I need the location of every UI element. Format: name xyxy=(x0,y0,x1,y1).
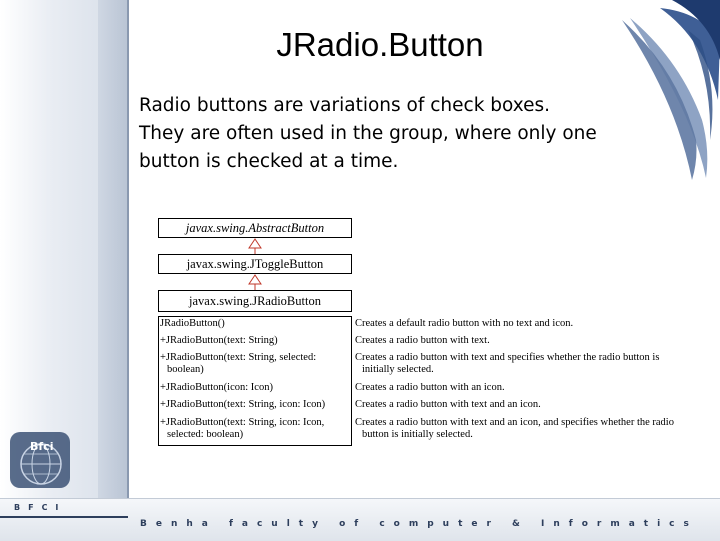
uml-class-abstractbutton: javax.swing.AbstractButton xyxy=(158,218,352,238)
body-line: They are often used in the group, where only one xyxy=(139,123,597,144)
uml-class-jtogglebutton: javax.swing.JToggleButton xyxy=(158,254,352,274)
uml-operation-cont: selected: boolean) xyxy=(167,429,244,440)
uml-operation-description: Creates a radio button with an icon. xyxy=(355,382,505,393)
uml-operation-description: Creates a default radio button with no text and icon. xyxy=(355,318,574,329)
uml-operation-cont: boolean) xyxy=(167,364,204,375)
uml-operation-description: Creates a radio button with text and specifies whether the radio button is xyxy=(355,352,660,363)
body-line: Radio buttons are variations of check boxes. xyxy=(139,95,551,116)
uml-operation: +JRadioButton(text: String) xyxy=(160,335,278,346)
footer-rule xyxy=(0,516,128,518)
uml-operation: +JRadioButton(icon: Icon) xyxy=(160,382,273,393)
uml-operation-description-cont: button is initially selected. xyxy=(362,429,473,440)
uml-operation-description: Creates a radio button with text. xyxy=(355,335,490,346)
body-line: button is checked at a time. xyxy=(139,151,399,172)
uml-operation-description-cont: initially selected. xyxy=(362,364,434,375)
inheritance-arrowhead xyxy=(249,239,261,248)
slide-title: JRadio.Button xyxy=(276,26,484,63)
uml-operation: JRadioButton() xyxy=(160,318,225,329)
inheritance-arrowhead xyxy=(249,275,261,284)
inheritance-arrows xyxy=(243,236,267,296)
footer-bfci-label: BFCI xyxy=(14,503,67,512)
footer-tagline: Benha faculty of computer & Informatics xyxy=(140,519,698,529)
left-divider xyxy=(127,0,129,498)
uml-operation: +JRadioButton(text: String, icon: Icon) xyxy=(160,399,326,410)
uml-class-jradiobutton: javax.swing.JRadioButton xyxy=(158,290,352,312)
left-decorative-strip xyxy=(0,0,128,498)
uml-operation: +JRadioButton(text: String, selected: xyxy=(160,352,317,363)
svg-text:Bfci: Bfci xyxy=(30,440,54,453)
uml-operation: +JRadioButton(text: String, icon: Icon, xyxy=(160,417,325,428)
body-text xyxy=(139,92,639,176)
uml-operation-description: Creates a radio button with text and an icon. xyxy=(355,399,541,410)
uml-operation-description: Creates a radio button with text and an icon, and specifies whether the radio xyxy=(355,417,674,428)
bfci-logo-icon xyxy=(8,430,74,492)
